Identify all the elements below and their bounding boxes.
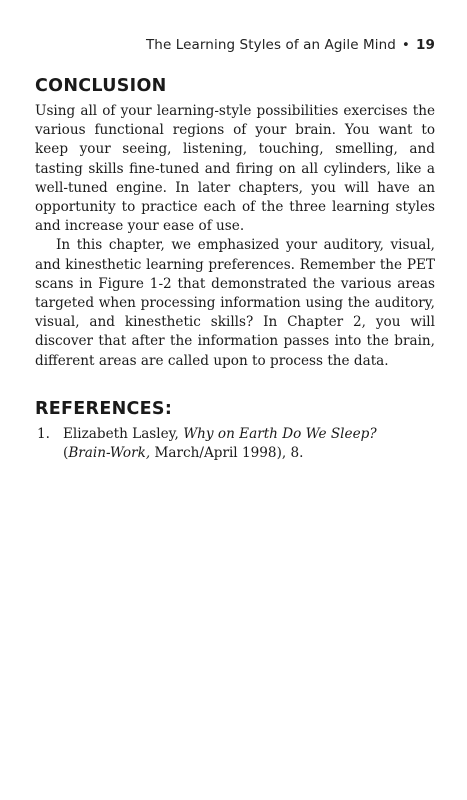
reference-text <box>63 425 408 463</box>
running-head <box>35 36 435 54</box>
conclusion-heading: CONCLUSION <box>35 76 167 96</box>
reference-number: 1. <box>37 425 50 442</box>
references-list <box>35 425 435 463</box>
reference-title: Why on Earth Do We Sleep? <box>183 425 377 442</box>
running-head-title: The Learning Styles of an Agile Mind <box>145 37 396 53</box>
running-head-bullet: • <box>401 37 410 53</box>
reference-open-paren: ( <box>63 445 69 462</box>
book-page <box>35 36 435 463</box>
conclusion-paragraph-1: Using all of your learning-style possibilities exercises the various functional regions of your brain. You want to keep your seeing, listening, touching, smelling, and tasting skills fine-tuned and firing on all cylinders, like a well-tuned engine. In later chapters, you will have an opportunity to practice each of the three learning styles and increase your ease of use. <box>35 103 435 235</box>
reference-date-page: March/April 1998), 8. <box>150 445 304 462</box>
conclusion-paragraph-2: In this chapter, we emphasized your auditory, visual, and kinesthetic learning preferences. Remember the PET scans in Figure 1-2 that demonstrated the various areas targeted when processing information using the auditory, visual, and kinesthetic skills? In Chapter 2, you will discover that after the information passes into the brain, different areas are called upon to process the data. <box>35 237 435 369</box>
reference-author: Elizabeth Lasley, <box>63 425 184 442</box>
reference-item <box>35 425 435 463</box>
reference-publication: Brain-Work, <box>68 445 151 462</box>
page-number: 19 <box>416 37 435 53</box>
references-heading: REFERENCES: <box>35 398 173 419</box>
